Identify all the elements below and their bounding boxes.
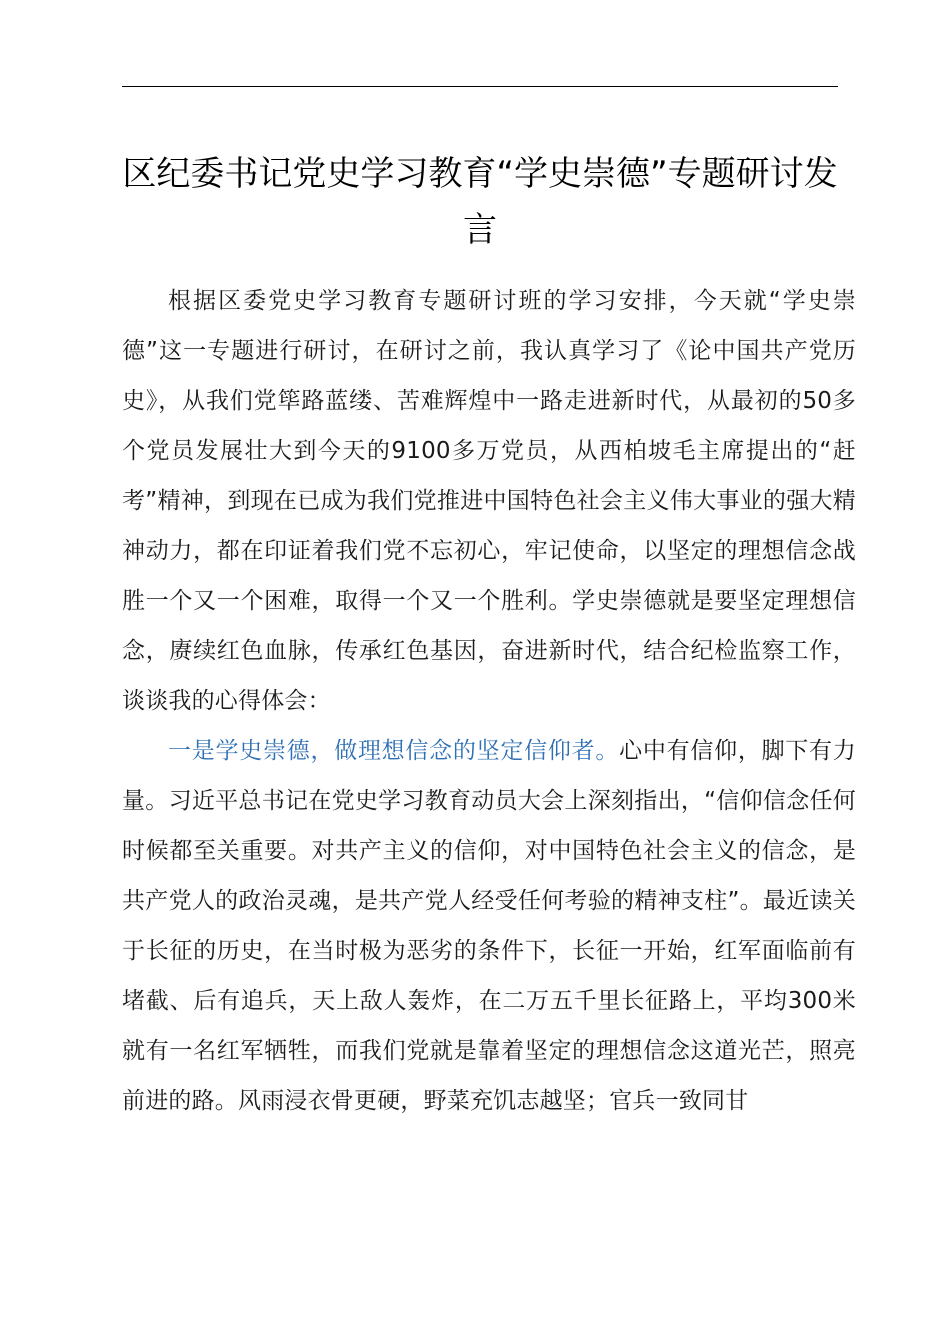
document-title: 区纪委书记党史学习教育“学史崇德”专题研讨发言 <box>122 154 838 250</box>
section-one-heading: 一是学史崇德，做理想信念的坚定信仰者。 <box>168 738 620 764</box>
intro-paragraph-text: 根据区委党史学习教育专题研讨班的学习安排，今天就“学史崇德”这一专题进行研讨，在研讨之前，我认真学习了《论中国共产党历史》，从我们党筚路蓝缕、苦难辉煌中一路走进新时代，从最初的50多个党员发展壮大到今天的9100多万党员，从西柏坡毛主席提出的“赶考”精神，到现在已成为我们党推进中国特色社会主义伟大事业的强大精神动力，都在印证着我们党不忘初心，牢记使命，以坚定的理想信念战胜一个又一个困难，取得一个又一个胜利。学史崇德就是要坚定理想信念，赓续红色血脉，传承红色基因，奋进新时代，结合纪检监察工作，谈谈我的心得体会： <box>122 288 856 714</box>
section-one-text: 心中有信仰，脚下有力量。习近平总书记在党史学习教育动员大会上深刻指出，“信仰信念任何时候都至关重要。对共产主义的信仰，对中国特色社会主义的信念，是共产党人的政治灵魂，是共产党人经受任何考验的精神支柱”。最近读关于长征的历史，在当时极为恶劣的条件下，长征一开始，红军面临前有堵截、后有追兵，天上敌人轰炸，在二万五千里长征路上，平均300米就有一名红军牺牲，而我们党就是靠着坚定的理想信念这道光芒，照亮前进的路。风雨浸衣骨更硬，野菜充饥志越坚；官兵一致同甘 <box>122 738 856 1114</box>
section-one-paragraph <box>122 726 856 1126</box>
document-body <box>122 276 856 1126</box>
intro-paragraph <box>122 276 856 726</box>
header-rule <box>122 86 838 87</box>
